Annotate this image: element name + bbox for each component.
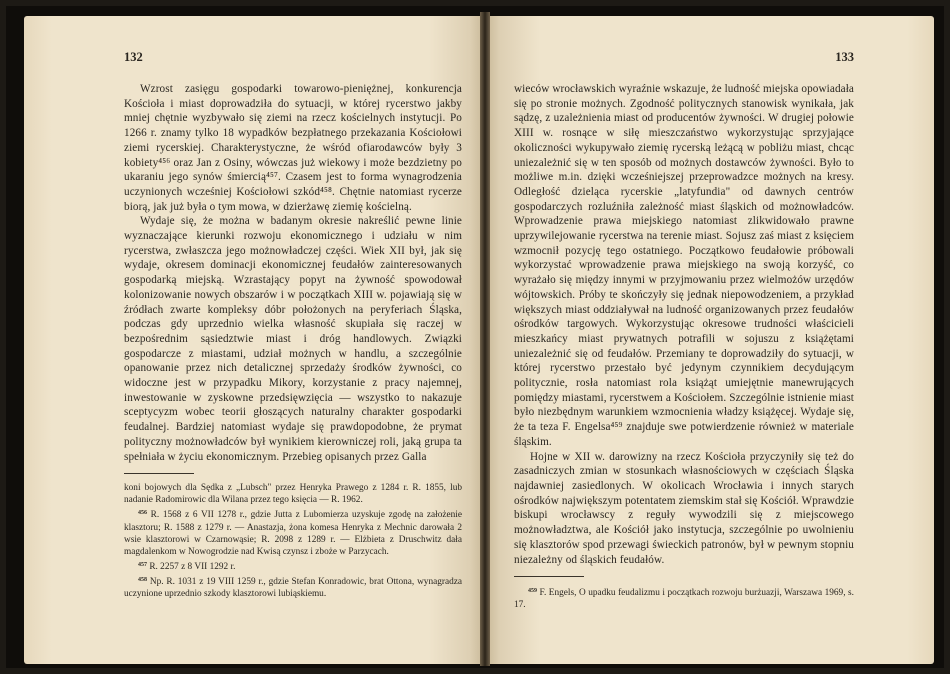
book-spread — [6, 6, 944, 668]
right-footnotes — [514, 585, 854, 611]
footnote-text: F. Engels, O upadku feudalizmu i początkach rozwoju burżuazji, Warszawa 1969, s. 17. — [514, 588, 854, 611]
footnote-mark: 458 — [138, 576, 147, 583]
left-footnotes — [124, 482, 462, 600]
paragraph: Hojne w XII w. darowizny na rzecz Kościoła przyczyniły się też do zasadniczych zmian w stosunkach własnościowych w częściach Śląska najdawniej zasiedlonych. W okolicach Wrocławia i innych starych ośrodków największym potentatem ziemskim stał się Kościół. Wprawdzie biskupi wrocławscy z reguły wywodzili się z miejscowego możnowładztwa, ale Kościół jako instytucja, szczególnie po uwolnieniu się klasztorów spod przewagi świeckich patronów, był w pewnym stopniu niezależny od śląskich feudałów. — [514, 450, 854, 566]
footnote-divider — [514, 576, 584, 577]
footnote-text: R. 1568 z 6 VII 1278 r., gdzie Jutta z Lubomierza uzyskuje zgodę na założenie klasztoru; R. 1588 z 1279 r. — Anastazja, żona komesa Henryka z Mechnic darowała 2 wsie klasztorowi w Czarnowąsie; R. 2098 z 1289 r. — Elżbieta z Druschwitz dała magdalenkom w Nowogrodzie nad Kwisą czynsz i zboże w Parzycach. — [124, 510, 463, 557]
page-number-left: 132 — [124, 50, 143, 64]
paragraph: Wydaje się, że można w badanym okresie nakreślić pewne linie wyznaczające kierunki rozwoju ekonomicznego i udziału w nim rycerstwa, zwłaszcza jego możnowładczej części. Wiek XII był, jak się wydaje, okresem dominacji ekonomicznej feudałów zainteresowanych gospodarką miejską. Wzrastający popyt na żywność spowodował kolonizowanie nowych obszarów i w początkach XIII w. pojawiają się w źródłach zwarte kompleksy dóbr położonych na peryferiach Śląska, podczas gdy uprzednio wielka własność skupiała się raczej w bezpośrednim sąsiedztwie miast i dróg handlowych. Związki gospodarcze z miastami, udział możnych w handlu, a szczególnie opanowanie przez nich detalicznej sprzedaży środków żywności, co widoczne jest w przypadku Mikory, korzystanie z pracy najemnej, inwestowanie w zyskowne przedsięwzięcia — wszystko to nakazuje sceptycyzm wobec teorii głoszących naturalny charakter gospodarki feudalnej. Bardziej natomiast wydaje się prawdopodobne, że prymat polityczny możnowładców był wynikiem kierowniczej roli, jaką grupa ta spełniała w życiu ekonomicznym. Przebieg opisanych przez Galla — [124, 215, 462, 463]
footnote — [124, 507, 462, 557]
page-number-right: 133 — [835, 50, 854, 64]
paragraph: wieców wrocławskich wyraźnie wskazuje, że ludność miejska opowiadała się po stronie możnych. Zgodność politycznych stanowisk wynikała, jak sądzę, z uzależnienia miast od producentów żywności. W drugiej połowie XIII w. rosnące w siłę mieszczaństwo wykorzystując sprzyjające okoliczności wykupywało ziemię rycerską leżącą w pobliżu miast, chcąc uniezależnić się w ten sposób od możnych dostawców żywności. Było to możliwe m.in. dzięki wcześniejszej przeprowadzce możnych na kresy. Odległość dzieląca rycerskie „latyfundia" od dawnych centrów gospodarczych rozluźniła zależność miast śląskich od możnowładców. Wprowadzenie prawa miejskiego natomiast zlikwidowało prawne uprzywilejowanie rycerstwa na terenie miast. Sojusz zaś miast z księciem wzmocnił pozycję tego ostatniego. Początkowo feudałowie próbowali wykorzystać wprowadzenie prawa miejskiego na swoją korzyść, co wyrażało się między innymi w przyjmowaniu przez wielmożów urzędów wójtowskich. Próby te skończyły się jednak niepowodzeniem, a przykład większych miast oddziaływał na ludność organizowanych przez feudałów ośrodków targowych. Wykorzystując okresowe trudności właścicieli mieszkańcy miast prywatnych potrafili w sojuszu z książętami uniezależnić się od feudałów. Przemiany te doprowadziły do sytuacji, w której rycerstwo przestało być jedynym czynnikiem decydującym politycznie, rosła natomiast rola książąt umiejętnie manewrujących pomiędzy miastami, rycerstwem a Kościołem. Szczególnie istnienie miast było niezbędnym warunkiem wzmocnienia władzy książęcej. Wydaje się, że ta teza F. Engelsa⁴⁵⁹ znajduje swe potwierdzenie również w materiale śląskim. — [514, 83, 854, 448]
footnote-text: koni bojowych dla Sędka z „Lubsch" przez Henryka Prawego z 1284 r. R. 1855, lub nadanie Radomirowic dla Wilana przez tego księcia — R. 1962. — [124, 483, 462, 506]
footnote-mark: 459 — [528, 588, 537, 595]
paragraph: Wzrost zasięgu gospodarki towarowo-pieniężnej, konkurencja Kościoła i miast doprowadziła do sytuacji, w której rycerstwo jakby mniej chętnie wyzbywało się ziemi na rzecz kościelnych instytucji. Po 1266 r. znamy tylko 18 wypadków bezpłatnego przekazania Kościołowi ziemi rycerskiej. Charakterystyczne, że wśród ofiarodawców były 3 kobiety⁴⁵⁶ oraz Jan z Osiny, wówczas już wiekowy i może bezdzietny po ukaraniu jego synów śmiercią⁴⁵⁷. Czasem jest to forma wynagrodzenia uczynionych wcześniej Kościołowi szkód⁴⁵⁸. Chętnie natomiast rycerze biorą, jak już była o tym mowa, w dzierżawę ziemię kościelną. — [124, 83, 462, 213]
footnote — [514, 585, 854, 611]
footnote-text: Np. R. 1031 z 19 VIII 1259 r., gdzie Stefan Konradowic, brat Ottona, wynagradza uczynione uprzednio szkody klasztorowi lubiąskiemu. — [124, 576, 462, 600]
footnote — [124, 574, 462, 600]
right-body-text — [514, 82, 854, 567]
book-gutter — [480, 12, 490, 666]
left-page — [24, 16, 484, 664]
footnote-mark: 457 — [138, 561, 147, 568]
footnote-divider — [124, 473, 194, 474]
footnote — [124, 559, 462, 573]
footnote-mark: 456 — [138, 510, 147, 517]
right-page — [486, 16, 934, 664]
left-body-text — [124, 82, 462, 464]
footnote-continuation — [124, 482, 462, 506]
footnote-text: R. 2257 z 8 VII 1292 r. — [149, 561, 236, 572]
